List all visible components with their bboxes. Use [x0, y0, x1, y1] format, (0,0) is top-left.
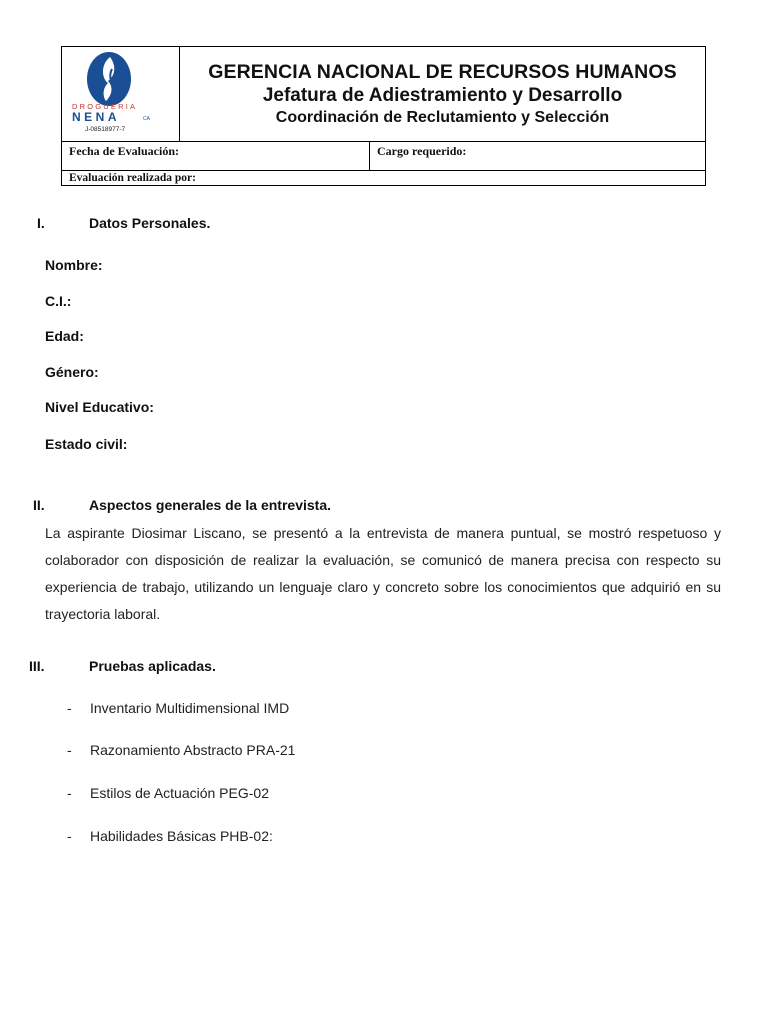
unit-title: Coordinación de Reclutamiento y Selección: [275, 109, 610, 126]
logo-rif: J-08518977-7: [85, 126, 126, 133]
section-1-number: I.: [37, 215, 45, 231]
section-3-title: Pruebas aplicadas.: [89, 658, 216, 674]
section-3-number: III.: [29, 658, 45, 674]
logo-brand-top: DROGUERIA: [72, 102, 138, 111]
company-logo: [62, 47, 180, 141]
bullet-dash: -: [67, 828, 72, 844]
field-genero: Género:: [45, 364, 99, 380]
evaluator-row: [62, 171, 705, 186]
section-1-title: Datos Personales.: [89, 215, 211, 231]
interview-summary-paragraph: La aspirante Diosimar Liscano, se presentó a la entrevista de manera puntual, se mostró respetuoso y colaborador con disposición de realizar la evaluación, se comunicó de manera precisa con respecto su experiencia de trabajo, utilizando un lenguaje claro y concreto sobre los conocimientos que adquirió en su trayectoria laboral.: [45, 525, 721, 622]
field-ci: C.I.:: [45, 293, 72, 309]
test-item: Habilidades Básicas PHB-02:: [90, 828, 273, 844]
test-item: Razonamiento Abstracto PRA-21: [90, 742, 296, 758]
section-2-number: II.: [33, 497, 45, 513]
field-edad: Edad:: [45, 328, 84, 344]
field-estado-civil: Estado civil:: [45, 436, 128, 452]
fecha-cell: [62, 142, 370, 170]
test-item: Inventario Multidimensional IMD: [90, 700, 290, 716]
bullet-dash: -: [67, 742, 72, 758]
logo-cell: [62, 47, 180, 141]
logo-brand-suffix: CA: [143, 116, 150, 122]
section-2-title: Aspectos generales de la entrevista.: [89, 497, 331, 513]
bullet-dash: -: [67, 700, 72, 716]
field-nombre: Nombre:: [45, 257, 103, 273]
fecha-label: Fecha de Evaluación:: [69, 144, 179, 158]
title-cell: [180, 47, 705, 141]
cargo-label: Cargo requerido:: [377, 144, 467, 158]
logo-brand-name: NENA: [72, 110, 121, 124]
department-title: Jefatura de Adiestramiento y Desarrollo: [262, 85, 623, 106]
test-item: Estilos de Actuación PEG-02: [90, 785, 269, 801]
org-title: GERENCIA NACIONAL DE RECURSOS HUMANOS: [208, 61, 677, 83]
evaluation-info-row: [62, 141, 705, 171]
bullet-dash: -: [67, 785, 72, 801]
evaluacion-label: Evaluación realizada por:: [69, 172, 196, 184]
header-table: [61, 46, 706, 186]
field-nivel-educativo: Nivel Educativo:: [45, 399, 154, 415]
